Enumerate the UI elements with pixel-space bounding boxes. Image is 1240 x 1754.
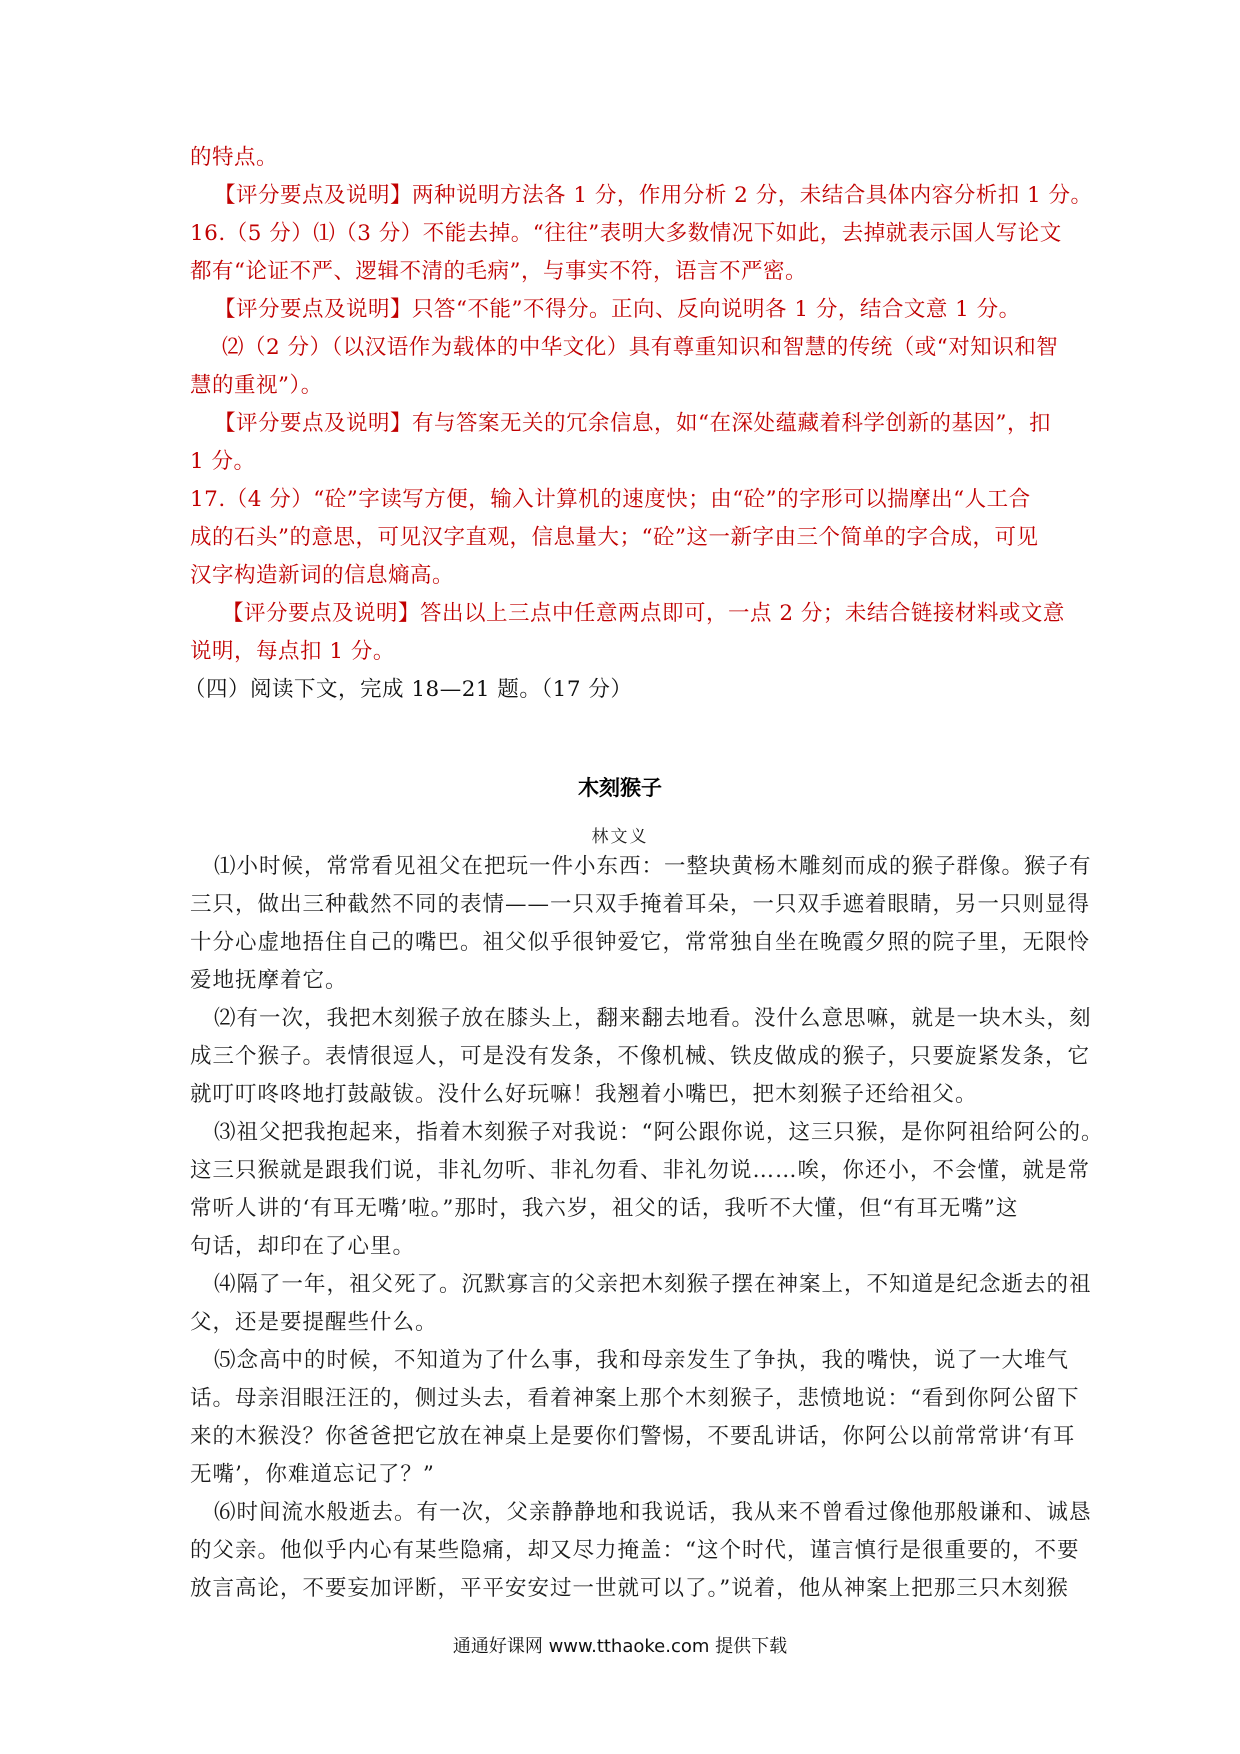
- story-line: 句话，却印在了心里。: [190, 1234, 416, 1259]
- answer-16-2-line: ⑵（2 分）（以汉语作为载体的中华文化）具有尊重知识和智慧的传统（或“对知识和智: [222, 335, 1059, 360]
- story-line: 就叮叮咚咚地打鼓敲钹。没什么好玩嘛！我翘着小嘴巴，把木刻猴子还给祖父。: [190, 1082, 978, 1107]
- story-line: 十分心虚地捂住自己的嘴巴。祖父似乎很钟爱它，常常独自坐在晚霞夕照的院子里，无限怜: [190, 930, 1091, 955]
- story-line: 来的木猴没？你爸爸把它放在神桌上是要你们警惕，不要乱讲话，你阿公以前常常讲‘有耳: [190, 1424, 1076, 1449]
- story-line: 父，还是要提醒些什么。: [190, 1310, 438, 1335]
- story-line: ⑶祖父把我抱起来，指着木刻猴子对我说：“阿公跟你说，这三只猴，是你阿祖给阿公的。: [214, 1120, 1104, 1145]
- story-line: 话。母亲泪眼汪汪的，侧过头去，看着神案上那个木刻猴子，悲愤地说：“看到你阿公留下: [190, 1386, 1080, 1411]
- answer-line: 的特点。: [190, 145, 279, 170]
- answer-16-2-line: 慧的重视”）。: [190, 373, 323, 398]
- page-footer: 通通好课网 www.tthaoke.com 提供下载: [452, 1636, 788, 1657]
- story-line: ⑴小时候，常常看见祖父在把玩一件小东西：一整块黄杨木雕刻而成的猴子群像。猴子有: [214, 854, 1092, 879]
- scoring-note: 【评分要点及说明】只答“不能”不得分。正向、反向说明各 1 分，结合文意 1 分。: [214, 297, 1021, 322]
- answer-17-line: 成的石头”的意思，可见汉字直观，信息量大；“砼”这一新字由三个简单的字合成，可见: [190, 525, 1039, 550]
- story-line: 放言高论，不要妄加评断，平平安安过一世就可以了。”说着，他从神案上把那三只木刻猴: [190, 1576, 1069, 1601]
- story-line: 无嘴’，你难道忘记了？”: [190, 1462, 435, 1487]
- section-heading: （四）阅读下文，完成 18—21 题。（17 分）: [184, 677, 633, 702]
- story-line: ⑹时间流水般逝去。有一次，父亲静静地和我说话，我从来不曾看过像他那般谦和、诚恳: [214, 1500, 1092, 1525]
- scoring-note: 说明，每点扣 1 分。: [190, 639, 395, 664]
- story-line: ⑵有一次，我把木刻猴子放在膝头上，翻来翻去地看。没什么意思嘛，就是一块木头，刻: [214, 1006, 1092, 1031]
- scoring-note: 【评分要点及说明】两种说明方法各 1 分，作用分析 2 分，未结合具体内容分析扣 1 分。: [214, 183, 1093, 208]
- answer-17-line: 汉字构造新词的信息熵高。: [190, 563, 455, 588]
- scoring-note: 【评分要点及说明】有与答案无关的冗余信息，如“在深处蕴藏着科学创新的基因”，扣: [214, 411, 1051, 436]
- answer-16-line: 都有“论证不严、逻辑不清的毛病”，与事实不符，语言不严密。: [190, 259, 807, 284]
- story-line: ⑷隔了一年，祖父死了。沉默寡言的父亲把木刻猴子摆在神案上，不知道是纪念逝去的祖: [214, 1272, 1092, 1297]
- story-line: 的父亲。他似乎内心有某些隐痛，却又尽力掩盖：“这个时代，谨言慎行是很重要的，不要: [190, 1538, 1080, 1563]
- story-author: 林文义: [591, 827, 649, 847]
- story-line: 成三个猴子。表情很逗人，可是没有发条，不像机械、铁皮做成的猴子，只要旋紧发条，它: [190, 1044, 1091, 1069]
- scoring-note: 【评分要点及说明】答出以上三点中任意两点即可，一点 2 分；未结合链接材料或文意: [222, 601, 1065, 626]
- story-line: ⑸念高中的时候，不知道为了什么事，我和母亲发生了争执，我的嘴快，说了一大堆气: [214, 1348, 1070, 1373]
- story-line: 爱地抚摩着它。: [190, 968, 348, 993]
- answer-16-line: 16.（5 分）⑴（3 分）不能去掉。“往往”表明大多数情况下如此，去掉就表示国人写论文: [190, 221, 1062, 246]
- scoring-note: 1 分。: [190, 449, 256, 474]
- story-line: 三只，做出三种截然不同的表情——一只双手掩着耳朵，一只双手遮着眼睛，另一只则显得: [190, 892, 1091, 917]
- story-line: 常听人讲的‘有耳无嘴’啦。”那时，我六岁，祖父的话，我听不大懂，但“有耳无嘴”这: [190, 1196, 1019, 1221]
- answer-17-line: 17.（4 分）“砼”字读写方便，输入计算机的速度快；由“砼”的字形可以揣摩出“人工合: [190, 487, 1031, 512]
- story-line: 这三只猴就是跟我们说，非礼勿听、非礼勿看、非礼勿说……唉，你还小，不会懂，就是常: [190, 1158, 1091, 1183]
- story-title: 木刻猴子: [578, 776, 662, 800]
